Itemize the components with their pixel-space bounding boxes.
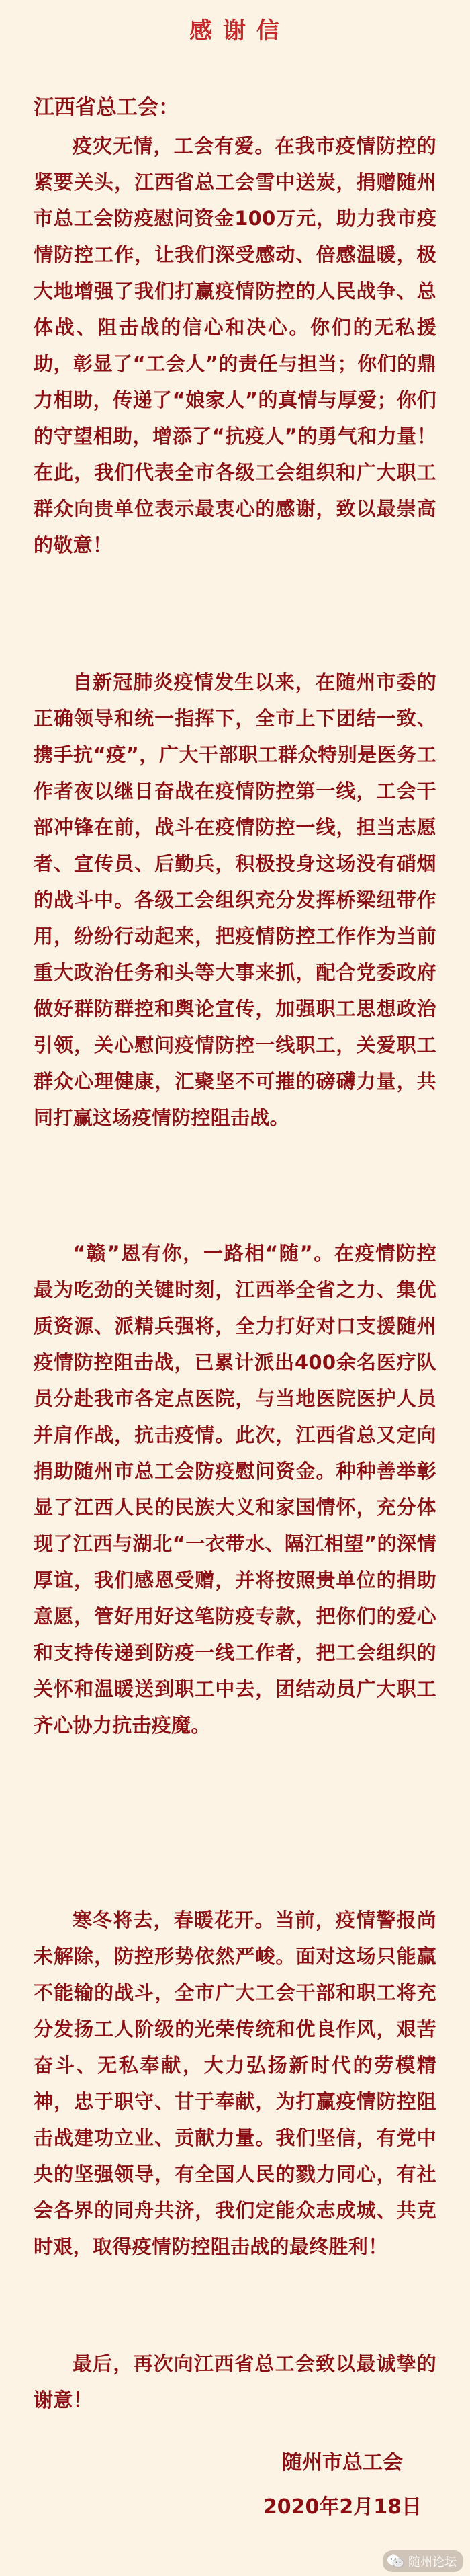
letter-paragraph: “赣”恩有你，一路相“随”。在疫情防控最为吃劲的关键时刻，江西举全省之力、集优质资源、派精兵强将，全力打好对口支援随州疫情防控阻击战，已累计派出400余名医疗队员分赴我市各定点医院，与当地医院医护人员并肩作战，抗击疫情。此次，江西省总又定向捐助随州市总工会防疫慰问资金。种种善举彰显了江西人民的民族大义和家国情怀，充分体现了江西与湖北“一衣带水、隔江相望”的深情厚谊，我们感恩受赠，并将按照贵单位的捐助意愿，管好用好这笔防疫专款，把你们的爱心和支持传递到防疫一线工作者，把工会组织的关怀和温暖送到职工中去，团结动员广大职工齐心协力抗击疫魔。 [34,1242,436,1737]
watermark-text: 随州论坛 [408,2555,457,2569]
signature-date: 2020年2月18日 [263,2495,422,2519]
wechat-icon [387,2554,404,2569]
letter-paragraph: 疫灾无情，工会有爱。在我市疫情防控的紧要关头，江西省总工会雪中送炭，捐赠随州市总工会防疫慰问资金100万元，助力我市疫情防控工作，让我们深受感动、倍感温暖，极大地增强了我们打赢疫情防控的人民战争、总体战、阻击战的信心和决心。你们的无私援助，彰显了“工会人”的责任与担当；你们的鼎力相助，传递了“娘家人”的真情与厚爱；你们的守望相助，增添了“抗疫人”的勇气和力量！在此，我们代表全市各级工会组织和广大职工群众向贵单位表示最衷心的感谢，致以最崇高的敬意！ [34,134,436,556]
letter-paragraph: 最后，再次向江西省总工会致以最诚挚的谢意！ [34,2352,436,2411]
letter-paragraph: 寒冬将去，春暖花开。当前，疫情警报尚未解除，防控形势依然严峻。面对这场只能赢不能输的战斗，全市广大工会干部和职工将充分发扬工人阶级的光荣传统和优良作风，艰苦奋斗、无私奉献，大力弘扬新时代的劳模精神，忠于职守、甘于奉献，为打赢疫情防控阻击战建功立业、贡献力量。我们坚信，有党中央的坚强领导，有全国人民的戮力同心，有社会各界的同舟共济，我们定能众志成城、共克时艰，取得疫情防控阻击战的最终胜利！ [34,1909,436,2258]
watermark [383,2550,463,2572]
signature-organization: 随州市总工会 [282,2451,403,2475]
letter-greeting: 江西省总工会： [34,95,179,120]
letter-paragraph: 自新冠肺炎疫情发生以来，在随州市委的正确领导和统一指挥下，全市上下团结一致、携手抗“疫”，广大干部职工群众特别是医务工作者夜以继日奋战在疫情防控第一线，工会干部冲锋在前，战斗在疫情防控一线，担当志愿者、宣传员、后勤兵，积极投身这场没有硝烟的战斗中。各级工会组织充分发挥桥梁纽带作用，纷纷行动起来，把疫情防控工作作为当前重大政治任务和头等大事来抓，配合党委政府做好群防群控和舆论宣传，加强职工思想政治引领，关心慰问疫情防控一线职工，关爱职工群众心理健康，汇聚坚不可摧的磅礴力量，共同打赢这场疫情防控阻击战。 [34,671,436,1129]
letter-title: 感 谢 信 [189,17,281,44]
